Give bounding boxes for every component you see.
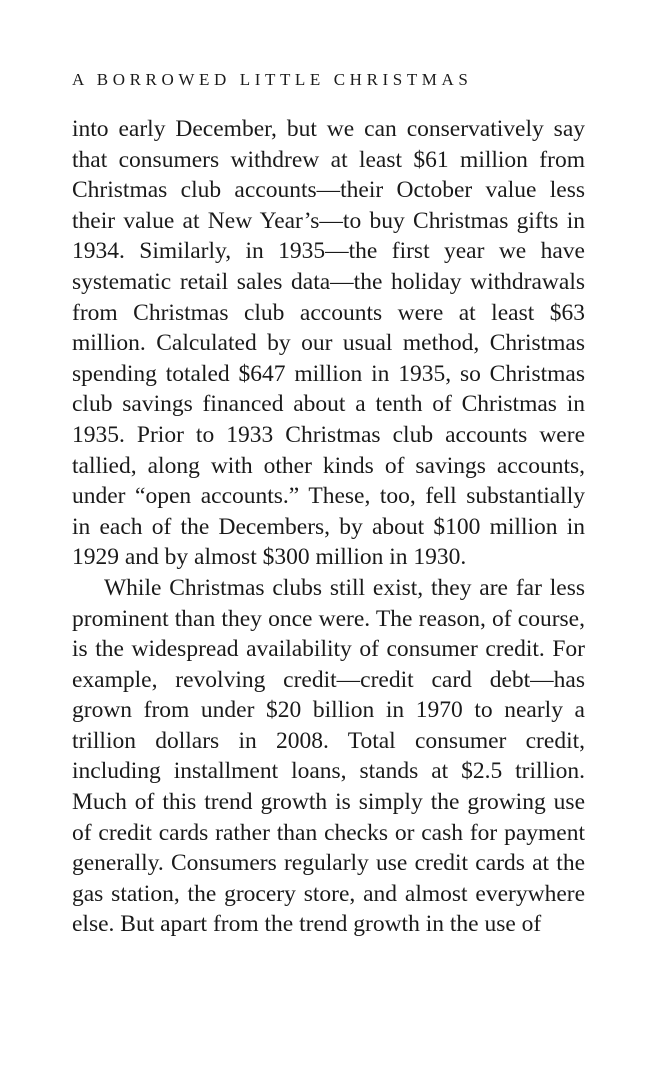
body-text [72,114,585,940]
book-page [72,66,585,940]
running-head: A BORROWED LITTLE CHRISTMAS [72,70,473,89]
paragraph-christmas-clubs: While Christmas clubs still exist, they are far less prominent than they once were. The reason, of course, is the widespread availability of consumer credit. For example, revolving credit—credit card debt—has grown from under $20 billion in 1970 to nearly a trillion dollars in 2008. Total consumer credit, including installment loans, stands at $2.5 trillion. Much of this trend growth is simply the growing use of credit cards rather than checks or cash for payment generally. Consumers regularly use credit cards at the gas station, the grocery store, and almost everywhere else. But apart from the trend growth in the use of [72,574,585,938]
paragraph-continued: into early December, but we can conservatively say that consumers withdrew at least $61 million from Christmas club accounts—their October value less their value at New Year’s—to buy Christmas gifts in 1934. Similarly, in 1935—the first year we have systematic retail sales data—the holiday withdrawals from Christmas club accounts were at least $63 million. Calculated by our usual method, Christmas spending totaled $647 million in 1935, so Christmas club savings financed about a tenth of Christmas in 1935. Prior to 1933 Christmas club accounts were tallied, along with other kinds of savings accounts, under “open accounts.” These, too, fell substantially in each of the Decembers, by about $100 million in 1929 and by almost $300 million in 1930. [72,116,585,571]
